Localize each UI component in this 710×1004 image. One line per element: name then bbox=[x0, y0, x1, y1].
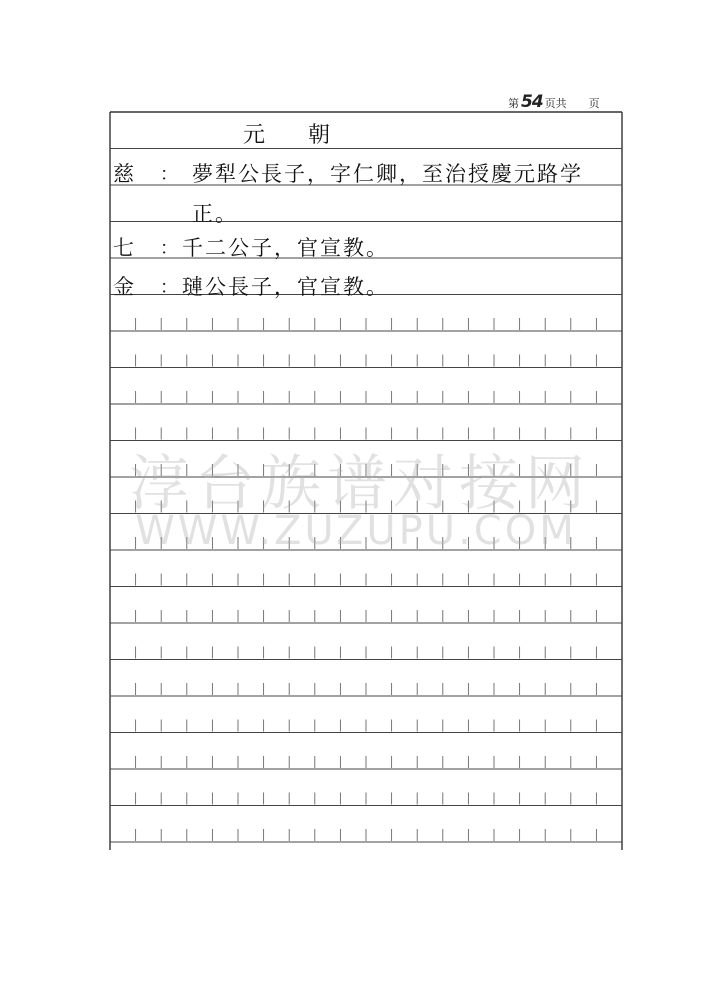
watermark-chinese: 淳台族谱对接网 bbox=[129, 449, 591, 519]
page-number-value: 54 bbox=[521, 92, 543, 112]
page-suffix: 页共 bbox=[544, 97, 567, 110]
section-title: 元 朝 bbox=[243, 123, 348, 148]
entry-name: 七 bbox=[113, 236, 134, 260]
entry-text: 千二公子，官宣教。 bbox=[182, 236, 389, 260]
entry-colon: ： bbox=[160, 277, 178, 298]
entry-text: 夢犁公長子，字仁卿，至治授慶元路学 bbox=[192, 162, 583, 186]
page-number bbox=[508, 92, 600, 112]
entry-name: 金 bbox=[113, 275, 134, 299]
page-prefix: 第 bbox=[508, 97, 519, 110]
entry-colon: ： bbox=[160, 238, 178, 259]
page-end: 页 bbox=[588, 97, 600, 110]
entry-text: 璉公長子，官宣教。 bbox=[182, 275, 389, 299]
entry-name: 慈 bbox=[113, 162, 134, 186]
entry-colon: ： bbox=[160, 164, 178, 185]
watermark-english: WWW.ZUZUPU.COM bbox=[135, 508, 577, 554]
entry-text-continuation: 正。 bbox=[192, 202, 238, 226]
